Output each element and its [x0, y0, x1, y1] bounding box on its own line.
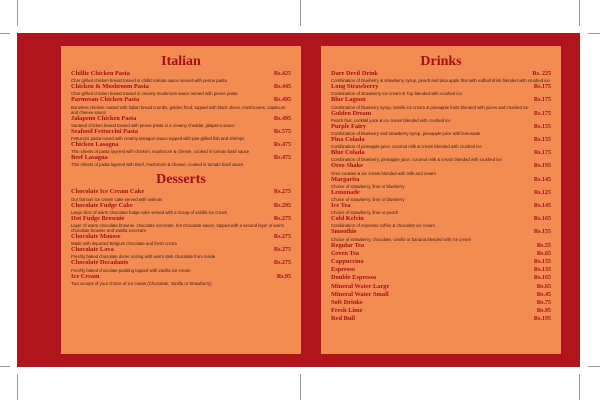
menu-item-name: Jalapeno Chicken Pasta	[71, 114, 137, 122]
menu-item-price: Rs.45	[536, 291, 551, 298]
menu-item	[331, 215, 551, 228]
menu-item-description: Two scoops of your choice of ice cream (Chocolate, Vanilla or Strawberry)	[71, 280, 212, 286]
menu-item	[71, 96, 291, 114]
menu-item-name: Oreo Shake	[331, 162, 364, 170]
menu-item	[331, 149, 551, 162]
menu-item-name: Green Tea	[331, 249, 360, 257]
menu-item-price: Rs.155	[533, 123, 551, 130]
menu-item-description: Choice of strawberry, chocolate, vanilla or banana blended with ice cream	[331, 236, 472, 242]
menu-item-row	[331, 291, 551, 299]
menu-item-name: Red Bull	[331, 315, 355, 323]
menu-item-row	[331, 70, 551, 78]
menu-item-name: Lemonade	[331, 188, 360, 196]
menu-item	[71, 128, 291, 141]
menu-item-row	[331, 266, 551, 274]
menu-item	[331, 162, 551, 175]
menu-item-row	[71, 233, 291, 241]
menu-item-row	[71, 273, 291, 281]
menu-item-description: Combination of pineapple juice, coconut milk & cream blended with crushed ice	[331, 144, 482, 150]
menu-item-price: Rs.175	[533, 97, 551, 104]
menu-sheet	[17, 33, 580, 367]
menu-item-price: Rs.55	[536, 242, 551, 249]
menu-item-description: Combination of espresso coffee & chocolate ice cream	[331, 223, 435, 229]
menu-item-name: Cappuccino	[331, 258, 364, 266]
menu-item-name: Purple Fairy	[331, 122, 366, 130]
menu-item	[331, 274, 551, 282]
menu-item-row	[331, 162, 551, 170]
menu-item	[331, 283, 551, 291]
crop-mark	[17, 0, 18, 26]
crop-mark	[579, 0, 580, 26]
menu-item-name: Chocolate Lava	[71, 246, 114, 254]
menu-item-list	[321, 70, 561, 324]
menu-item-description: Oreo cookies & ice cream blended with milk and cream	[331, 170, 436, 176]
menu-item-name: Chocolate Decadants	[71, 259, 129, 267]
menu-item-row	[71, 154, 291, 162]
menu-item	[331, 250, 551, 258]
menu-item-description: Combination of blueberry, pineapple juice, coconut milk & cream blended with crushed ice	[331, 157, 502, 163]
menu-item-price: Rs.575	[273, 128, 291, 135]
menu-item-name: Seafood Fettuccini Pasta	[71, 127, 139, 135]
menu-item-name: Double Espresso	[331, 274, 377, 282]
menu-item-row	[331, 299, 551, 307]
menu-item-description: Combination of blueberry syrup, vanilla ice cream & pineapple fruits blended with juices and crushed ice	[331, 104, 529, 110]
menu-item-row	[331, 202, 551, 210]
section-title: Desserts	[156, 172, 206, 188]
menu-item-price: Rs.495	[273, 97, 291, 104]
menu-item-price: Rs.155	[533, 229, 551, 236]
menu-item-row	[331, 83, 551, 91]
menu-item	[71, 233, 291, 246]
menu-item-price: Rs.95	[536, 308, 551, 315]
menu-item-row	[71, 115, 291, 123]
menu-item-row	[331, 258, 551, 266]
menu-item-name: Mineral Water Large	[331, 282, 390, 290]
crop-mark	[300, 0, 301, 26]
crop-mark	[300, 374, 301, 400]
menu-item-price: Rs.155	[533, 137, 551, 144]
menu-item	[331, 307, 551, 315]
crop-mark	[0, 33, 10, 34]
menu-item-name: Ice Tea	[331, 202, 351, 210]
menu-item-description: Choice of strawberry, lime or peach	[331, 210, 399, 216]
menu-item-name: Parmesan Chicken Pasta	[71, 96, 140, 104]
menu-item-price: Rs.275	[273, 260, 291, 267]
menu-item-price: Rs.195	[533, 163, 551, 170]
menu-item-name: Smoothie	[331, 228, 357, 236]
menu-item-row	[331, 242, 551, 250]
menu-item	[71, 188, 291, 201]
menu-item	[331, 83, 551, 96]
menu-item-row	[71, 128, 291, 136]
menu-item	[331, 266, 551, 274]
menu-item-row	[331, 250, 551, 258]
menu-item-description: Thin sheets of pasta layered with chicken, mushroom & cheese, cooked in tomato basil sauce	[71, 149, 250, 155]
menu-item-row	[71, 96, 291, 104]
menu-item-row	[331, 149, 551, 157]
menu-item	[71, 83, 291, 96]
menu-item-price: Rs.495	[273, 115, 291, 122]
menu-item-row	[331, 96, 551, 104]
menu-item-description: Choice of strawberry, lime or blueberry	[331, 183, 405, 189]
menu-item	[331, 258, 551, 266]
menu-item-row	[331, 315, 551, 323]
menu-item-price: Rs.65	[536, 250, 551, 257]
menu-item-name: Cold Kelvin	[331, 215, 364, 223]
menu-item-name: Espresso	[331, 266, 356, 274]
menu-item-name: Dare Devil Drink	[331, 70, 379, 77]
menu-item	[71, 115, 291, 128]
menu-item	[71, 70, 291, 83]
menu-item-list	[61, 188, 301, 285]
crop-mark	[588, 33, 600, 34]
menu-item-description: Combination of blueberry and strawberry syrup, pineapple juice with lemonade	[331, 131, 481, 137]
menu-item	[71, 273, 291, 286]
menu-item-name: Chocolate Mousse	[71, 233, 121, 241]
menu-item-row	[71, 70, 291, 78]
menu-item	[331, 242, 551, 250]
menu-item-price: Rs. 225	[532, 71, 551, 77]
menu-item-name: Margarita	[331, 175, 360, 183]
menu-item-price: Rs.475	[273, 142, 291, 149]
menu-item-name: Long Strawberry	[331, 83, 379, 91]
menu-item-description: Freshly baked chocolate pudding topped with vanilla ice cream	[71, 267, 191, 273]
menu-item-name: Beef Lasagna	[71, 154, 108, 162]
menu-item	[331, 299, 551, 307]
menu-item-name: Chocolate Fudge Cake	[71, 201, 133, 209]
menu-item-name: Mineral Water Small	[331, 290, 389, 298]
menu-item-name: Blue Colada	[331, 149, 365, 157]
menu-item-description: Freshly baked chocolate dome oozing with warm dark chocolate from inside	[71, 254, 216, 260]
menu-item-row	[331, 189, 551, 197]
menu-item-row	[71, 215, 291, 223]
menu-item	[71, 259, 291, 272]
menu-item	[71, 246, 291, 259]
menu-item-name: Ice Cream	[71, 272, 100, 280]
menu-item-price: Rs.295	[273, 202, 291, 209]
menu-item	[331, 136, 551, 149]
menu-item	[331, 123, 551, 136]
menu-item-price: Rs.75	[536, 300, 551, 307]
menu-item	[331, 228, 551, 241]
menu-item-price: Rs.175	[533, 110, 551, 117]
menu-item-name: Soft Drinks	[331, 299, 363, 307]
menu-item-name: Blue Lagoon	[331, 96, 366, 104]
menu-item-name: Chilliz Chicken Pasta	[71, 70, 130, 77]
menu-item	[331, 110, 551, 123]
crop-mark	[579, 374, 580, 400]
menu-item-description: Combination of strawberry ice cream & 7up blended with crushed ice	[331, 91, 462, 97]
menu-item-list	[61, 70, 301, 167]
menu-item-price: Rs.135	[533, 267, 551, 274]
menu-item-description: Combination of blueberry & strawberry syrup, peach and pina apple that with redbull drink blended with crushed ice	[331, 78, 550, 84]
menu-item-description: Our famous ice cream cake served with walnuts	[71, 196, 163, 202]
menu-item-description: Char grilled chicken breast tossed in chilliz tomato sauce served with penne pasta	[71, 78, 227, 84]
menu-item-price: Rs.475	[273, 155, 291, 162]
section-title: Drinks	[420, 54, 462, 69]
menu-item-price: Rs.95	[276, 273, 291, 280]
menu-item-price: Rs.275	[273, 189, 291, 196]
menu-item-name: Chicken Lasagna	[71, 141, 119, 149]
menu-item-row	[331, 136, 551, 144]
menu-item-row	[331, 274, 551, 282]
menu-item-row	[71, 246, 291, 254]
menu-item-name: Chocolate Ice Cream Cake	[71, 188, 145, 196]
menu-item-name: Pina Colada	[331, 136, 365, 144]
menu-item-name: Hot Fudge Brownie	[71, 214, 125, 222]
menu-item-description: Layer of warm chocolate brownie, chocolate icecream, hot chocolate sauce, topped with a second layer of warm chocolate brownie and vanilla icecream	[71, 223, 285, 234]
menu-item	[71, 141, 291, 154]
menu-item-price: Rs.175	[533, 150, 551, 157]
menu-item-price: Rs.275	[273, 247, 291, 254]
menu-item-row	[331, 110, 551, 118]
menu-item-row	[331, 123, 551, 131]
menu-item-row	[331, 228, 551, 236]
section-title: Italian	[161, 54, 201, 69]
menu-item	[331, 70, 551, 83]
crop-mark	[17, 374, 18, 400]
menu-item	[71, 154, 291, 167]
menu-item	[331, 96, 551, 109]
menu-item-price: Rs.145	[533, 176, 551, 183]
menu-item-price: Rs.275	[273, 215, 291, 222]
menu-item-description: Large slice of warm chocolate fudge cake served with a scoop of vanilla ice cream	[71, 209, 228, 215]
menu-item-row	[71, 141, 291, 149]
menu-item-description: Sauteed chicken breast tossed with penne pasta in a creamy cheddar, jalapeno sauce	[71, 122, 235, 128]
menu-item-row	[331, 215, 551, 223]
menu-item	[331, 176, 551, 189]
menu-item	[71, 215, 291, 233]
crop-mark	[0, 366, 10, 367]
menu-item-row	[331, 176, 551, 184]
crop-mark	[588, 366, 600, 367]
menu-item	[331, 189, 551, 202]
menu-item-price: Rs.175	[533, 84, 551, 91]
menu-item-name: Fresh Lime	[331, 307, 363, 315]
menu-item-description: Thin sheets of pasta layered with Beef, mushroom & cheese, cooked in tomato basil sauce	[71, 162, 244, 168]
menu-item-description: Boneless chicken coated with italian bread crumbs, golden fried, topped with black olives, mushrooms, capsicum and cheese sauce	[71, 104, 286, 115]
menu-item-price: Rs.145	[533, 203, 551, 210]
menu-item-row	[71, 188, 291, 196]
menu-item-price: Rs.425	[273, 71, 291, 77]
menu-item-price: Rs.195	[533, 316, 551, 323]
menu-item-row	[331, 283, 551, 291]
menu-item-price: Rs.65	[536, 283, 551, 290]
menu-item-name: Regular Tea	[331, 241, 365, 249]
menu-item-description: Peach fruit, cocktail juice & ice cream blended with crushed ice	[331, 117, 451, 123]
menu-item-price: Rs.165	[533, 275, 551, 282]
menu-item-price: Rs.165	[533, 216, 551, 223]
menu-item-description: Char grilled chicken breast tossed in creamy mushroom sauce served with penne pasta	[71, 91, 238, 97]
menu-item-name: Chicken & Mushroom Pasta	[71, 83, 149, 91]
left-menu-panel	[61, 46, 301, 354]
right-menu-panel	[321, 46, 561, 354]
menu-item-description: Made with imported Belgium chocolate and fresh cream	[71, 241, 178, 247]
menu-item-name: Golden Dream	[331, 109, 372, 117]
menu-item-row	[71, 202, 291, 210]
menu-item-description: Fettuccini pasta mixed with creamy tarragon sauce topped with pan grilled fish and shrimps	[71, 136, 245, 142]
menu-item-price: Rs.125	[533, 189, 551, 196]
menu-item-description: Choice of strawberry, lime or blueberry	[331, 197, 405, 203]
menu-item-row	[331, 307, 551, 315]
menu-item-row	[71, 259, 291, 267]
menu-item-price: Rs.445	[273, 84, 291, 91]
menu-item	[331, 202, 551, 215]
menu-item	[71, 202, 291, 215]
menu-item	[331, 291, 551, 299]
menu-item-row	[71, 83, 291, 91]
menu-item-price: Rs.275	[273, 234, 291, 241]
menu-item	[331, 315, 551, 323]
menu-item-price: Rs.155	[533, 259, 551, 266]
